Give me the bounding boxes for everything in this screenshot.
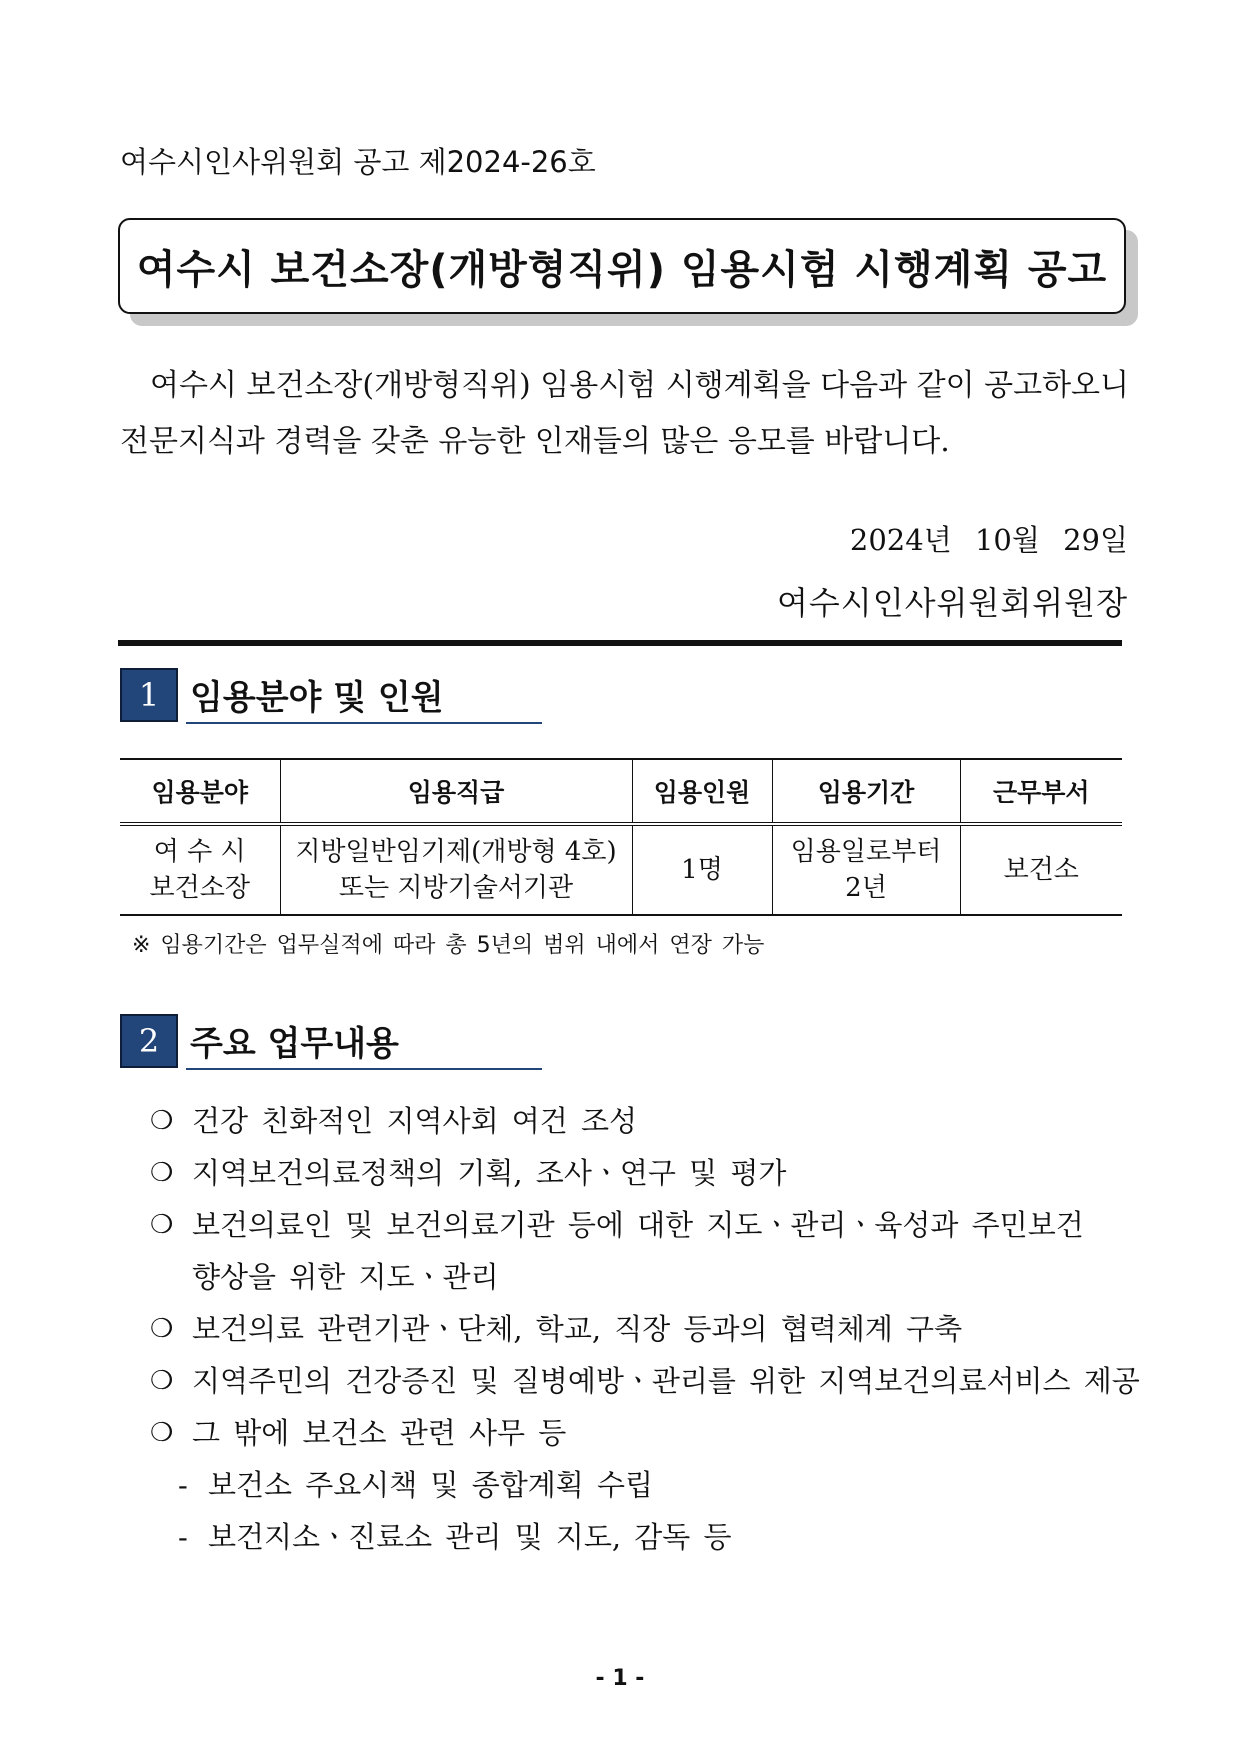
cell-line: 임용일로부터 bbox=[790, 837, 942, 867]
cell-line: 지방일반임기제(개방형 4호) bbox=[295, 837, 617, 867]
document-title: 여수시 보건소장(개방형직위) 임용시험 시행계획 공고 bbox=[136, 246, 1108, 293]
dash-bullet: - bbox=[178, 1468, 188, 1502]
cell-period bbox=[772, 824, 960, 915]
intro-paragraph bbox=[120, 358, 1130, 470]
intro-line: 전문지식과 경력을 갖춘 유능한 인재들의 많은 응모를 바랍니다. bbox=[120, 424, 950, 459]
circle-bullet-icon: ❍ bbox=[150, 1210, 174, 1240]
duty-text: 건강 친화적인 지역사회 여건 조성 bbox=[192, 1104, 638, 1138]
section-underline bbox=[186, 722, 542, 724]
header-period: 임용기간 bbox=[772, 759, 960, 824]
header-count: 임용인원 bbox=[632, 759, 772, 824]
sub-list-item bbox=[178, 1459, 1130, 1511]
sub-duty-text: 보건소 주요시책 및 종합계획 수립 bbox=[208, 1468, 654, 1502]
duty-text-continued: 향상을 위한 지도ㆍ관리 bbox=[192, 1260, 499, 1294]
cell-line: 2년 bbox=[845, 873, 887, 903]
section-title: 주요 업무내용 bbox=[190, 1024, 399, 1064]
header-field: 임용분야 bbox=[120, 759, 280, 824]
list-item bbox=[150, 1355, 1140, 1407]
list-item bbox=[150, 1303, 1130, 1355]
sub-duty-text: 보건지소ㆍ진료소 관리 및 지도, 감독 등 bbox=[208, 1520, 732, 1554]
title-box bbox=[118, 218, 1126, 314]
cell-grade bbox=[280, 824, 632, 915]
cell-line: 보건소장 bbox=[149, 873, 250, 903]
header-department: 근무부서 bbox=[960, 759, 1122, 824]
table-note: ※ 임용기간은 업무실적에 따라 총 5년의 범위 내에서 연장 가능 bbox=[132, 933, 765, 958]
circle-bullet-icon: ❍ bbox=[150, 1106, 174, 1136]
duty-text: 보건의료 관련기관ㆍ단체, 학교, 직장 등과의 협력체계 구축 bbox=[192, 1312, 963, 1346]
section-title: 임용분야 및 인원 bbox=[190, 678, 444, 718]
cell-count: 1명 bbox=[632, 824, 772, 915]
list-item bbox=[150, 1095, 1130, 1147]
cell-field bbox=[120, 824, 280, 915]
circle-bullet-icon: ❍ bbox=[150, 1366, 174, 1396]
duty-text: 지역주민의 건강증진 및 질병예방ㆍ관리를 위한 지역보건의료서비스 제공 bbox=[192, 1364, 1140, 1398]
table-row bbox=[120, 824, 1122, 915]
section-number-badge: 1 bbox=[120, 668, 178, 722]
circle-bullet-icon: ❍ bbox=[150, 1418, 174, 1448]
cell-line: 또는 지방기술서기관 bbox=[338, 873, 574, 903]
divider-rule bbox=[118, 640, 1122, 646]
header-grade: 임용직급 bbox=[280, 759, 632, 824]
intro-line: 여수시 보건소장(개방형직위) 임용시험 시행계획을 다음과 같이 공고하오니 bbox=[150, 368, 1130, 403]
notice-date: 2024년 10월 29일 bbox=[849, 523, 1128, 557]
list-item bbox=[150, 1199, 1130, 1303]
duty-text: 보건의료인 및 보건의료기관 등에 대한 지도ㆍ관리ㆍ육성과 주민보건 bbox=[192, 1208, 1084, 1242]
duty-text: 지역보건의료정책의 기획, 조사ㆍ연구 및 평가 bbox=[192, 1156, 787, 1190]
table-header-row bbox=[120, 759, 1122, 824]
section-number-badge: 2 bbox=[120, 1014, 178, 1068]
page-number: - 1 - bbox=[595, 1666, 645, 1691]
cell-department: 보건소 bbox=[960, 824, 1122, 915]
duties-list bbox=[150, 1095, 1140, 1563]
list-item bbox=[150, 1147, 1130, 1199]
notice-number: 여수시인사위원회 공고 제2024-26호 bbox=[120, 145, 596, 179]
circle-bullet-icon: ❍ bbox=[150, 1158, 174, 1188]
title-banner bbox=[118, 218, 1126, 314]
circle-bullet-icon: ❍ bbox=[150, 1314, 174, 1344]
recruitment-table bbox=[120, 758, 1122, 916]
dash-bullet: - bbox=[178, 1520, 188, 1554]
issuer: 여수시인사위원회위원장 bbox=[776, 584, 1128, 622]
list-item bbox=[150, 1407, 1130, 1459]
section-underline bbox=[186, 1068, 542, 1070]
duty-text: 그 밖에 보건소 관련 사무 등 bbox=[192, 1416, 567, 1450]
cell-line: 여 수 시 bbox=[153, 837, 246, 867]
sub-list-item bbox=[178, 1511, 1130, 1563]
